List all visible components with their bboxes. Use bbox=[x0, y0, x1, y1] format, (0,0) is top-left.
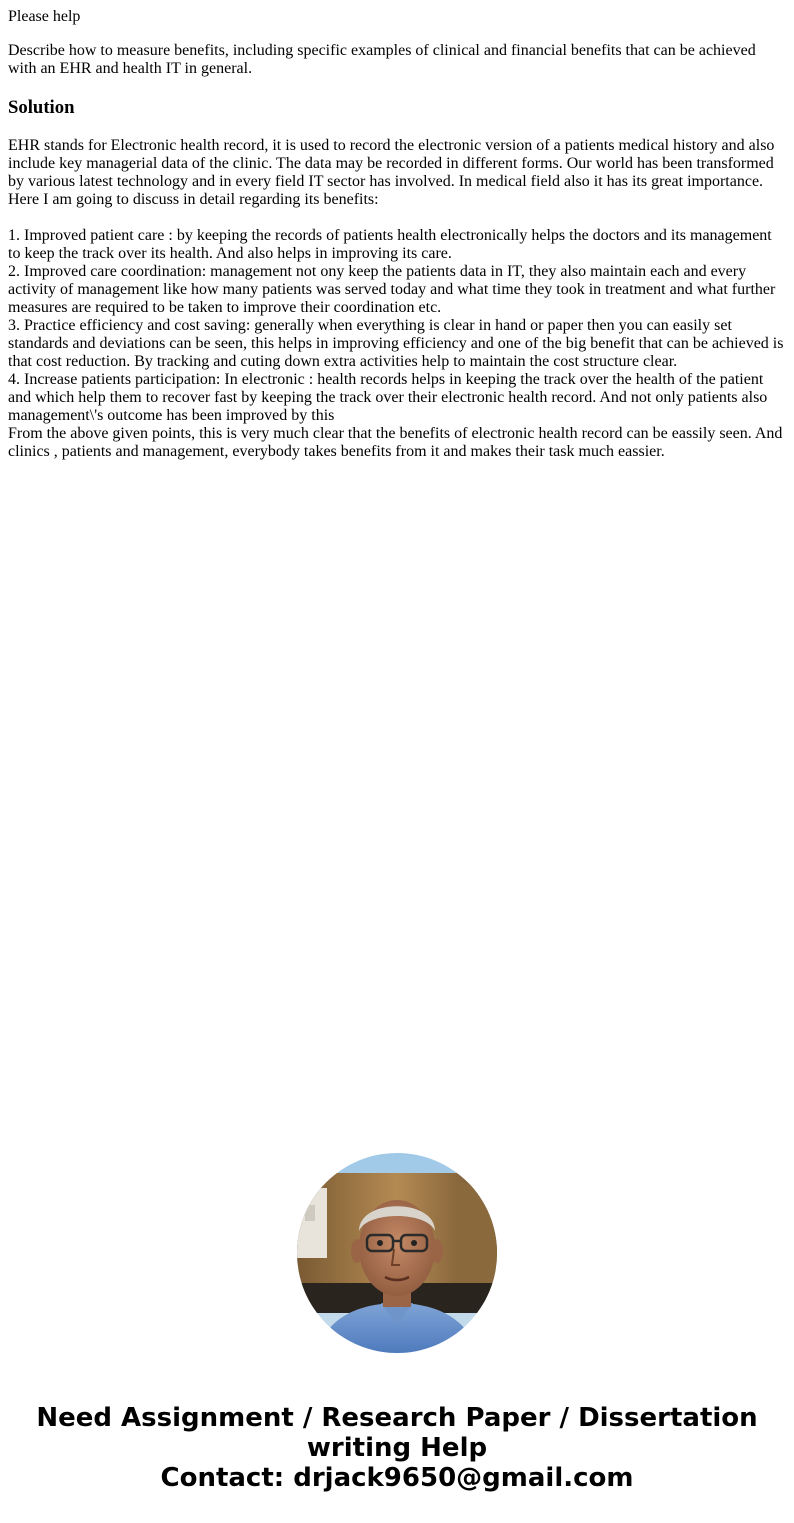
promo-banner bbox=[0, 1403, 794, 1493]
promo-line-1: Need Assignment / Research Paper / Dissertation bbox=[36, 1403, 758, 1433]
promo-line-2: writing Help bbox=[306, 1433, 488, 1463]
question-intro: Please help bbox=[8, 8, 81, 25]
solution-point-3: 3. Practice efficiency and cost saving: generally when everything is clear in hand or paper then you can easily set standards and deviations can be seen, this helps in improving efficiency and one of the big benefit that can be achieved is that cost reduction. By tracking and cuting down extra activities help to maintain the cost structure clear. bbox=[8, 317, 784, 370]
solution-intro: EHR stands for Electronic health record, it is used to record the electronic version of a patients medical history and also include key managerial data of the clinic. The data may be recorded in different forms. Our world has been transformed by various latest technology and in every field IT sector has involved. In medical field also it has its great importance. Here I am going to discuss in detail regarding its benefits: bbox=[8, 137, 775, 208]
solution-answer bbox=[8, 137, 786, 461]
solution-point-4: 4. Increase patients participation: In electronic : health records helps in keeping the track over the health of the patient and which help them to recover fast by keeping the track over their electronic health record. And not only patients also management\'s outcome has been improved by this bbox=[8, 371, 768, 424]
promo-contact: Contact: drjack9650@gmail.com bbox=[160, 1463, 634, 1493]
solution-heading: Solution bbox=[8, 97, 75, 118]
solution-point-2: 2. Improved care coordination: management not ony keep the patients data in IT, they also maintain each and every activity of management like how many patients was served today and what time they took in treatment and what further measures are required to be taken to improve their coordination etc. bbox=[8, 263, 776, 316]
question-text: Describe how to measure benefits, including specific examples of clinical and financial benefits that can be achieved with an EHR and health IT in general. bbox=[8, 42, 756, 77]
author-portrait-icon bbox=[297, 1153, 497, 1353]
paragraph-gap bbox=[8, 209, 786, 227]
author-avatar bbox=[297, 1153, 497, 1353]
solution-conclusion: From the above given points, this is very much clear that the benefits of electronic health record can be eassily seen. And clinics , patients and management, everybody takes benefits from it and makes their task much eassier. bbox=[8, 425, 783, 460]
solution-point-1: 1. Improved patient care : by keeping the records of patients health electronically helps the doctors and its management to keep the track over its health. And also helps in improving its care. bbox=[8, 227, 772, 262]
